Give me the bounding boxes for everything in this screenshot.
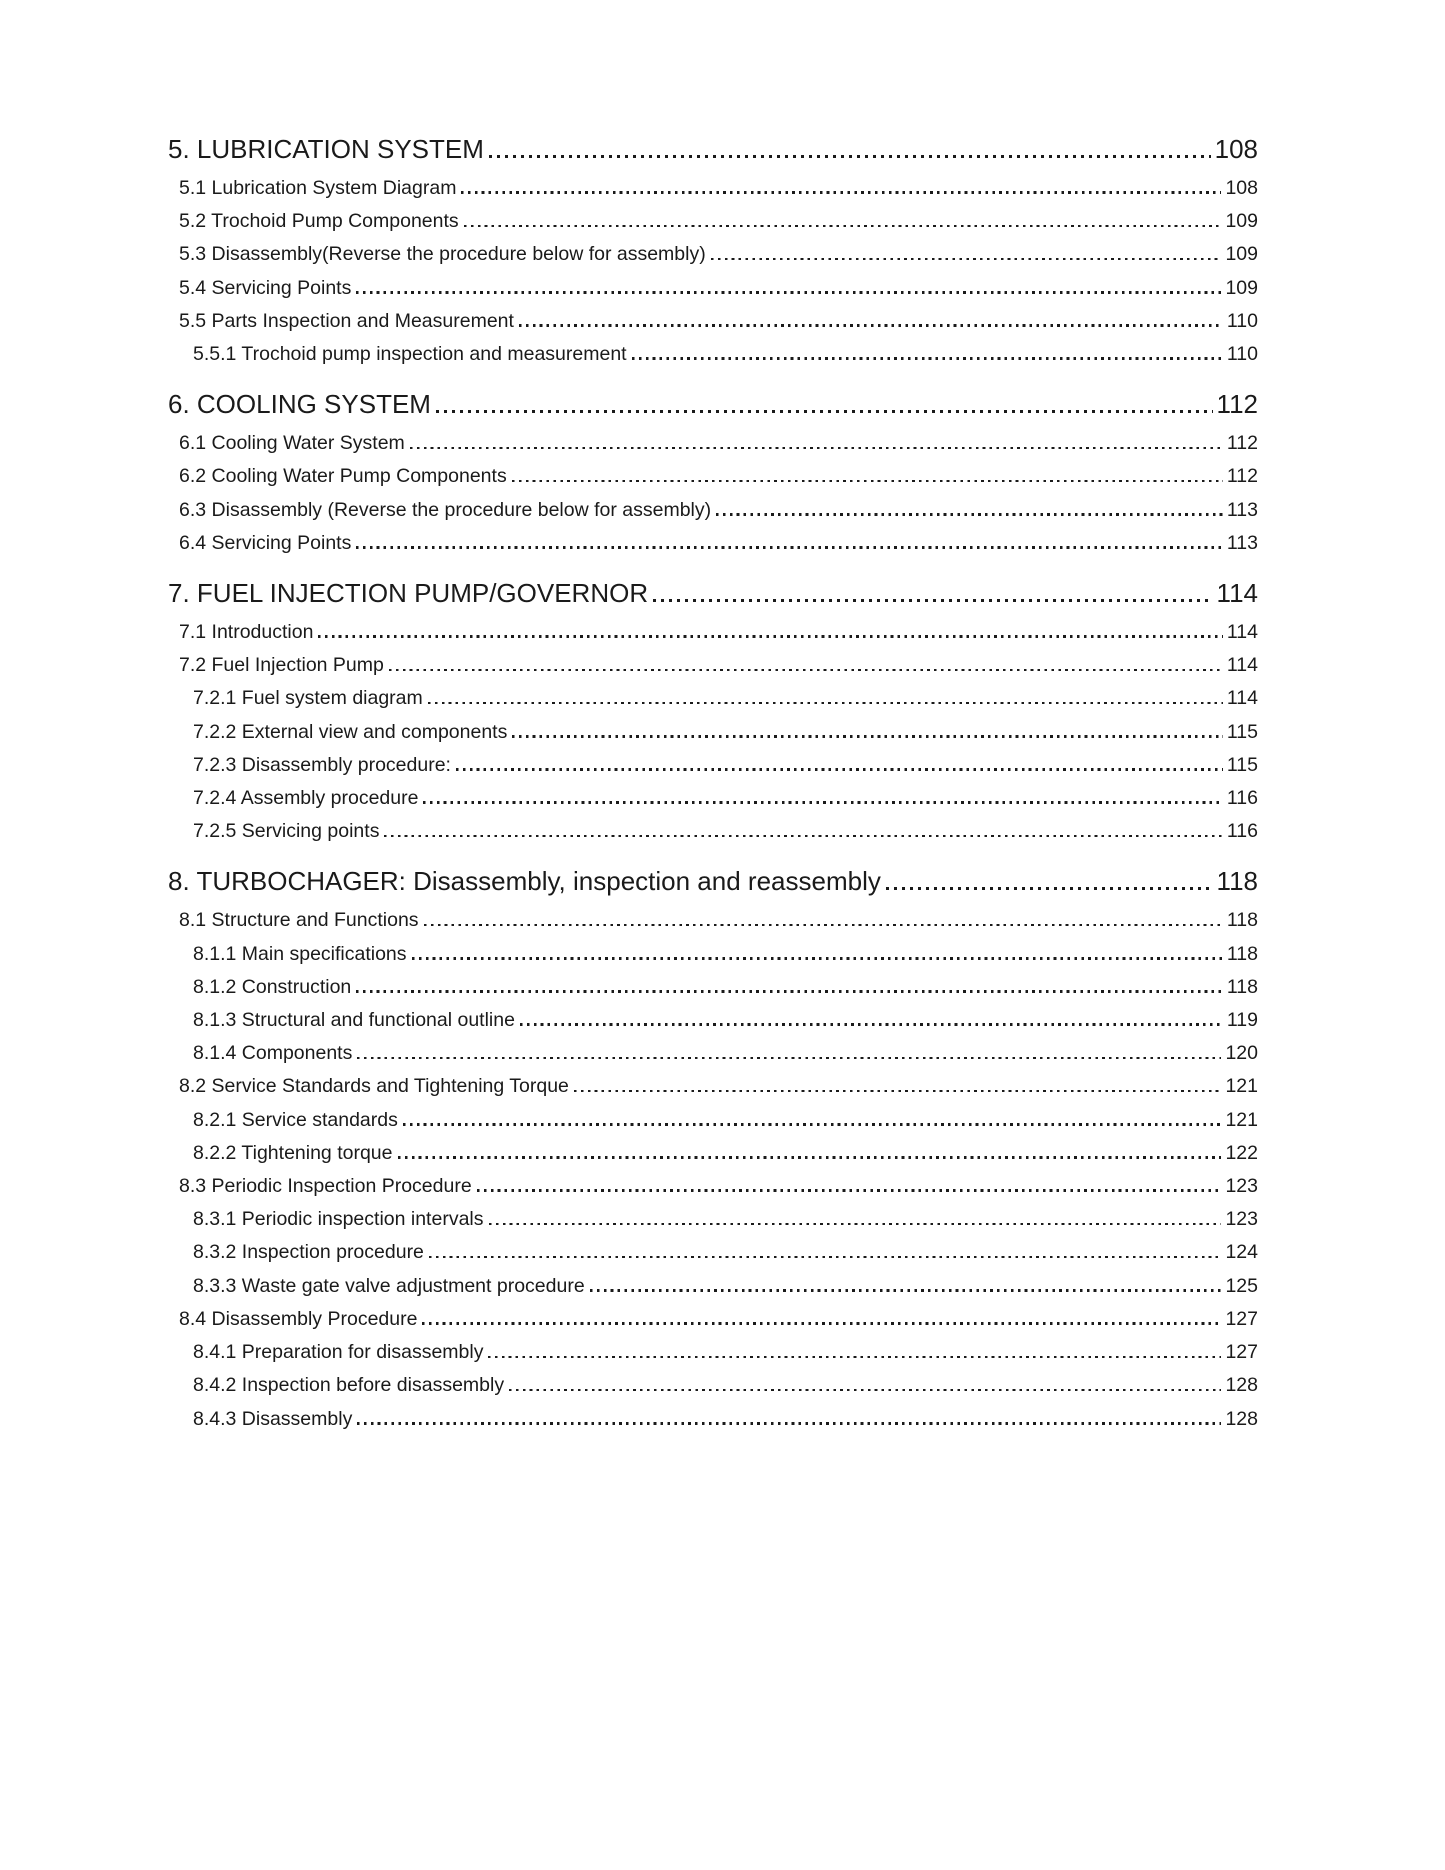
toc-entry (193, 1104, 1258, 1137)
dot-leader (477, 1189, 1222, 1192)
toc-entry-label: 8.1.1 Main specifications (193, 942, 407, 965)
toc-entry (193, 1270, 1258, 1303)
toc-entry-page-number: 118 (1226, 975, 1258, 998)
dot-leader (318, 635, 1222, 638)
toc-entry-label: 8.4.3 Disassembly (193, 1407, 353, 1430)
toc-entry (193, 815, 1258, 848)
toc-entry-label: 5.3 Disassembly(Reverse the procedure below for assembly) (179, 243, 706, 266)
toc-entry (179, 238, 1258, 271)
dot-leader (429, 1256, 1222, 1259)
toc-entry-page-number: 123 (1225, 1208, 1258, 1231)
toc-entry (179, 904, 1258, 937)
toc-entry-label: 6.2 Cooling Water Pump Components (179, 465, 507, 488)
toc-entry-label: 8.2 Service Standards and Tightening Torque (179, 1075, 569, 1098)
toc-entry-label: 5.2 Trochoid Pump Components (179, 210, 459, 233)
toc-entry (179, 172, 1258, 205)
dot-leader (398, 1156, 1222, 1159)
toc-entry (193, 1203, 1258, 1236)
toc-entry (179, 1070, 1258, 1103)
toc-entry-label: 7.2.2 External view and components (193, 720, 508, 743)
toc-entry-page-number: 113 (1226, 498, 1258, 521)
toc-entry-label: 8.2.2 Tightening torque (193, 1141, 393, 1164)
dot-leader (653, 599, 1212, 602)
toc-entry-page-number: 122 (1225, 1141, 1258, 1164)
toc-entry-page-number: 109 (1225, 276, 1258, 299)
toc-entry-page-number: 121 (1225, 1108, 1258, 1131)
toc-entry (193, 1336, 1258, 1369)
dot-leader (356, 990, 1223, 993)
toc-entry (179, 616, 1258, 649)
dot-leader (403, 1123, 1222, 1126)
toc-entry-page-number: 110 (1226, 343, 1258, 366)
toc-entry-label: 8.1 Structure and Functions (179, 909, 419, 932)
toc-entry (179, 1170, 1258, 1203)
dot-leader (519, 324, 1223, 327)
dot-leader (489, 155, 1211, 158)
toc-entry-label: 8.4.1 Preparation for disassembly (193, 1341, 484, 1364)
dot-leader (424, 924, 1223, 927)
toc-entry-page-number: 118 (1226, 909, 1258, 932)
toc-list (168, 127, 1258, 1436)
toc-entry-page-number: 115 (1226, 753, 1258, 776)
dot-leader (520, 1023, 1223, 1026)
toc-entry-page-number: 128 (1225, 1374, 1258, 1397)
toc-entry (179, 272, 1258, 305)
toc-entry-label: 8.1.3 Structural and functional outline (193, 1009, 515, 1032)
toc-entry (179, 305, 1258, 338)
toc-section-heading (168, 571, 1258, 616)
dot-leader (456, 768, 1223, 771)
dot-leader (509, 1389, 1221, 1392)
toc-entry-label: 7.2.4 Assembly procedure (193, 787, 419, 810)
toc-entry-label: 8.1.2 Construction (193, 975, 352, 998)
toc-entry (193, 1004, 1258, 1037)
toc-entry-page-number: 113 (1226, 531, 1258, 554)
toc-section-title: 6. COOLING SYSTEM (168, 389, 431, 420)
toc-entry-page-number: 110 (1226, 309, 1258, 332)
toc-entry-page-number: 124 (1225, 1241, 1258, 1264)
toc-entry-page-number: 114 (1226, 621, 1258, 644)
toc-section (168, 571, 1258, 848)
toc-entry-label: 8.4 Disassembly Procedure (179, 1307, 418, 1330)
dot-leader (423, 801, 1222, 804)
toc-entry (179, 527, 1258, 560)
toc-entry-page-number: 116 (1226, 820, 1258, 843)
toc-entry-label: 8.3 Periodic Inspection Procedure (179, 1175, 472, 1198)
toc-section-title: 8. TURBOCHAGER: Disassembly, inspection and reassembly (168, 866, 881, 897)
toc-section-heading (168, 859, 1258, 904)
toc-entry-page-number: 120 (1225, 1042, 1258, 1065)
dot-leader (389, 669, 1223, 672)
toc-entry-page-number: 114 (1226, 687, 1258, 710)
dot-leader (574, 1090, 1222, 1093)
dot-leader (422, 1322, 1221, 1325)
dot-leader (632, 357, 1223, 360)
toc-entry-page-number: 112 (1226, 432, 1258, 455)
toc-entry (179, 205, 1258, 238)
toc-entry-page-number: 112 (1226, 465, 1258, 488)
toc-section (168, 859, 1258, 1435)
dot-leader (410, 447, 1223, 450)
dot-leader (489, 1223, 1222, 1226)
toc-section-page-number: 112 (1216, 389, 1258, 420)
dot-leader (488, 1356, 1221, 1359)
toc-entry-label: 6.1 Cooling Water System (179, 432, 405, 455)
toc-entry-label: 6.3 Disassembly (Reverse the procedure below for assembly) (179, 498, 712, 521)
dot-leader (357, 1057, 1221, 1060)
dot-leader (711, 258, 1222, 261)
toc-entry (179, 649, 1258, 682)
dot-leader (716, 513, 1223, 516)
toc-entry-label: 5.1 Lubrication System Diagram (179, 177, 457, 199)
toc-entry-page-number: 118 (1226, 942, 1258, 965)
toc-entry (179, 1303, 1258, 1336)
toc-entry (193, 1037, 1258, 1070)
dot-leader (512, 480, 1223, 483)
toc-entry (193, 1403, 1258, 1436)
dot-leader (356, 546, 1223, 549)
toc-entry-label: 7.2 Fuel Injection Pump (179, 654, 384, 677)
dot-leader (357, 1422, 1221, 1425)
toc-entry (193, 682, 1258, 715)
toc-section-heading (168, 127, 1258, 172)
toc-entry-label: 7.1 Introduction (179, 621, 314, 644)
toc-entry-label: 8.3.2 Inspection procedure (193, 1241, 424, 1264)
dot-leader (461, 191, 1221, 194)
toc-entry (193, 782, 1258, 815)
toc-entry-label: 7.2.3 Disassembly procedure: (193, 753, 451, 776)
dot-leader (464, 225, 1222, 228)
toc-entry (193, 1369, 1258, 1402)
toc-entry-page-number: 108 (1225, 177, 1258, 199)
toc-entry-page-number: 109 (1225, 210, 1258, 233)
toc-entry (193, 749, 1258, 782)
toc-entry-page-number: 119 (1226, 1009, 1258, 1032)
toc-entry-label: 7.2.5 Servicing points (193, 820, 380, 843)
toc-entry-label: 5.4 Servicing Points (179, 276, 352, 299)
toc-entry-page-number: 115 (1226, 720, 1258, 743)
toc-section-page-number: 114 (1216, 578, 1258, 609)
toc-entry-page-number: 125 (1225, 1274, 1258, 1297)
toc-entry (193, 1236, 1258, 1269)
dot-leader (886, 887, 1213, 890)
toc-entry-label: 6.4 Servicing Points (179, 531, 352, 554)
toc-section (168, 382, 1258, 560)
dot-leader (384, 835, 1222, 838)
toc-entry-label: 5.5 Parts Inspection and Measurement (179, 309, 514, 332)
toc-entry-page-number: 127 (1225, 1341, 1258, 1364)
dot-leader (512, 735, 1223, 738)
toc-entry-label: 8.3.3 Waste gate valve adjustment procedure (193, 1274, 585, 1297)
toc-entry-label: 8.1.4 Components (193, 1042, 353, 1065)
toc-section-heading (168, 382, 1258, 427)
toc-entry-label: 8.4.2 Inspection before disassembly (193, 1374, 505, 1397)
toc-entry-label: 7.2.1 Fuel system diagram (193, 687, 423, 710)
toc-section (168, 127, 1258, 371)
toc-entry (179, 494, 1258, 527)
toc-section-title: 7. FUEL INJECTION PUMP/GOVERNOR (168, 578, 649, 609)
toc-section-page-number: 118 (1216, 866, 1258, 897)
toc-entry (179, 427, 1258, 460)
toc-entry-label: 5.5.1 Trochoid pump inspection and measurement (193, 343, 627, 366)
toc-entry-page-number: 121 (1225, 1075, 1258, 1098)
toc-section-page-number: 108 (1214, 134, 1258, 164)
toc-entry-page-number: 109 (1225, 243, 1258, 266)
dot-leader (428, 702, 1223, 705)
toc-section-title: 5. LUBRICATION SYSTEM (168, 134, 484, 164)
toc-entry-page-number: 116 (1226, 787, 1258, 810)
toc-entry (193, 338, 1258, 371)
toc-entry-label: 8.2.1 Service standards (193, 1108, 398, 1131)
dot-leader (356, 291, 1221, 294)
toc-entry-page-number: 128 (1225, 1407, 1258, 1430)
toc-entry-page-number: 114 (1226, 654, 1258, 677)
toc-entry (193, 971, 1258, 1004)
toc-entry (179, 460, 1258, 493)
dot-leader (590, 1289, 1222, 1292)
toc-entry-page-number: 123 (1225, 1175, 1258, 1198)
toc-entry (193, 938, 1258, 971)
dot-leader (436, 410, 1213, 413)
toc-entry (193, 1137, 1258, 1170)
toc-entry-label: 8.3.1 Periodic inspection intervals (193, 1208, 484, 1231)
toc-entry (193, 716, 1258, 749)
toc-entry-page-number: 127 (1225, 1307, 1258, 1330)
dot-leader (412, 957, 1223, 960)
